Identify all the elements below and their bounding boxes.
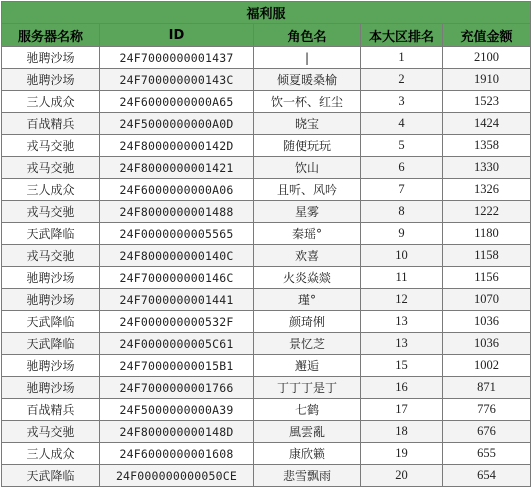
cell-role: 康欣籁 (254, 443, 361, 465)
table-row (2, 113, 531, 135)
cell-server: 三人成众 (2, 91, 100, 113)
cell-amount: 654 (443, 465, 531, 487)
cell-id: 24F700000000143C (100, 69, 254, 91)
table-row (2, 465, 531, 487)
cell-amount: 871 (443, 377, 531, 399)
cell-server: 驰聘沙场 (2, 377, 100, 399)
cell-role: | (254, 47, 361, 69)
header-id: ID (100, 24, 254, 47)
table-row (2, 157, 531, 179)
cell-rank: 8 (361, 201, 443, 223)
cell-amount: 655 (443, 443, 531, 465)
cell-server: 天武降临 (2, 311, 100, 333)
cell-rank: 13 (361, 311, 443, 333)
cell-role: 颜琦俐 (254, 311, 361, 333)
cell-role: 景忆芝 (254, 333, 361, 355)
cell-server: 戎马交驰 (2, 201, 100, 223)
cell-id: 24F800000000148D (100, 421, 254, 443)
cell-server: 三人成众 (2, 179, 100, 201)
cell-id: 24F8000000001421 (100, 157, 254, 179)
cell-amount: 1036 (443, 311, 531, 333)
cell-id: 24F7000000001437 (100, 47, 254, 69)
header-rank: 本大区排名 (361, 24, 443, 47)
cell-role: 悲雪飘雨 (254, 465, 361, 487)
cell-server: 戎马交驰 (2, 135, 100, 157)
cell-role: 且听、风吟 (254, 179, 361, 201)
cell-rank: 13 (361, 333, 443, 355)
cell-rank: 9 (361, 223, 443, 245)
cell-role: 倾夏暖桑榆 (254, 69, 361, 91)
cell-server: 戎马交驰 (2, 245, 100, 267)
cell-amount: 676 (443, 421, 531, 443)
cell-rank: 11 (361, 267, 443, 289)
cell-rank: 19 (361, 443, 443, 465)
table-row (2, 223, 531, 245)
cell-id: 24F5000000000A0D (100, 113, 254, 135)
cell-server: 驰聘沙场 (2, 355, 100, 377)
cell-amount: 2100 (443, 47, 531, 69)
cell-id: 24F6000000000A65 (100, 91, 254, 113)
cell-role: 七鹤 (254, 399, 361, 421)
cell-id: 24F8000000001488 (100, 201, 254, 223)
cell-rank: 6 (361, 157, 443, 179)
table-row (2, 443, 531, 465)
cell-amount: 1326 (443, 179, 531, 201)
cell-amount: 1156 (443, 267, 531, 289)
table-row (2, 135, 531, 157)
cell-role: 星雾 (254, 201, 361, 223)
table-row (2, 69, 531, 91)
cell-server: 百战精兵 (2, 113, 100, 135)
cell-role: 饮一杯、红尘 (254, 91, 361, 113)
cell-id: 24F800000000140C (100, 245, 254, 267)
cell-rank: 1 (361, 47, 443, 69)
table-row (2, 377, 531, 399)
cell-role: 丁丁丁是丁 (254, 377, 361, 399)
cell-amount: 1910 (443, 69, 531, 91)
cell-role: 瑾° (254, 289, 361, 311)
cell-server: 戎马交驰 (2, 421, 100, 443)
cell-role: 火炎焱燚 (254, 267, 361, 289)
table-row (2, 267, 531, 289)
table-row (2, 179, 531, 201)
cell-rank: 10 (361, 245, 443, 267)
cell-id: 24F6000000000A06 (100, 179, 254, 201)
cell-amount: 1158 (443, 245, 531, 267)
cell-server: 天武降临 (2, 223, 100, 245)
cell-amount: 776 (443, 399, 531, 421)
cell-amount: 1358 (443, 135, 531, 157)
header-row (2, 24, 531, 47)
cell-id: 24F7000000001441 (100, 289, 254, 311)
cell-rank: 12 (361, 289, 443, 311)
table-row (2, 245, 531, 267)
cell-server: 百战精兵 (2, 399, 100, 421)
table-row (2, 333, 531, 355)
cell-amount: 1036 (443, 333, 531, 355)
table-title: 福利服 (2, 2, 531, 24)
cell-amount: 1002 (443, 355, 531, 377)
header-server: 服务器名称 (2, 24, 100, 47)
cell-server: 驰聘沙场 (2, 47, 100, 69)
cell-id: 24F000000000532F (100, 311, 254, 333)
cell-server: 天武降临 (2, 333, 100, 355)
cell-rank: 4 (361, 113, 443, 135)
ranking-sheet (1, 1, 530, 487)
cell-id: 24F70000000015B1 (100, 355, 254, 377)
cell-rank: 20 (361, 465, 443, 487)
cell-rank: 17 (361, 399, 443, 421)
table-body (2, 47, 531, 487)
cell-rank: 16 (361, 377, 443, 399)
cell-id: 24F6000000001608 (100, 443, 254, 465)
table-row (2, 355, 531, 377)
table-row (2, 47, 531, 69)
cell-server: 驰聘沙场 (2, 267, 100, 289)
cell-role: 秦瑶° (254, 223, 361, 245)
cell-rank: 2 (361, 69, 443, 91)
ranking-table (1, 1, 531, 487)
table-row (2, 311, 531, 333)
cell-amount: 1523 (443, 91, 531, 113)
cell-rank: 3 (361, 91, 443, 113)
cell-role: 欢喜 (254, 245, 361, 267)
cell-id: 24F0000000005C61 (100, 333, 254, 355)
cell-role: 風雲亂 (254, 421, 361, 443)
cell-id: 24F000000000050CE (100, 465, 254, 487)
title-row (2, 2, 531, 24)
cell-amount: 1180 (443, 223, 531, 245)
cell-amount: 1070 (443, 289, 531, 311)
cell-amount: 1222 (443, 201, 531, 223)
cell-server: 驰聘沙场 (2, 69, 100, 91)
cell-role: 邂逅 (254, 355, 361, 377)
cell-rank: 15 (361, 355, 443, 377)
table-row (2, 201, 531, 223)
cell-id: 24F800000000142D (100, 135, 254, 157)
cell-id: 24F0000000005565 (100, 223, 254, 245)
cell-amount: 1330 (443, 157, 531, 179)
cell-server: 驰聘沙场 (2, 289, 100, 311)
cell-rank: 18 (361, 421, 443, 443)
cell-server: 戎马交驰 (2, 157, 100, 179)
cell-rank: 7 (361, 179, 443, 201)
cell-role: 晓宝 (254, 113, 361, 135)
cell-amount: 1424 (443, 113, 531, 135)
cell-server: 三人成众 (2, 443, 100, 465)
table-row (2, 399, 531, 421)
table-row (2, 91, 531, 113)
cell-id: 24F7000000001766 (100, 377, 254, 399)
header-amount: 充值金额 (443, 24, 531, 47)
header-role: 角色名 (254, 24, 361, 47)
cell-role: 饮山 (254, 157, 361, 179)
cell-id: 24F5000000000A39 (100, 399, 254, 421)
table-row (2, 289, 531, 311)
cell-role: 随便玩玩 (254, 135, 361, 157)
table-row (2, 421, 531, 443)
cell-rank: 5 (361, 135, 443, 157)
cell-id: 24F700000000146C (100, 267, 254, 289)
cell-server: 天武降临 (2, 465, 100, 487)
